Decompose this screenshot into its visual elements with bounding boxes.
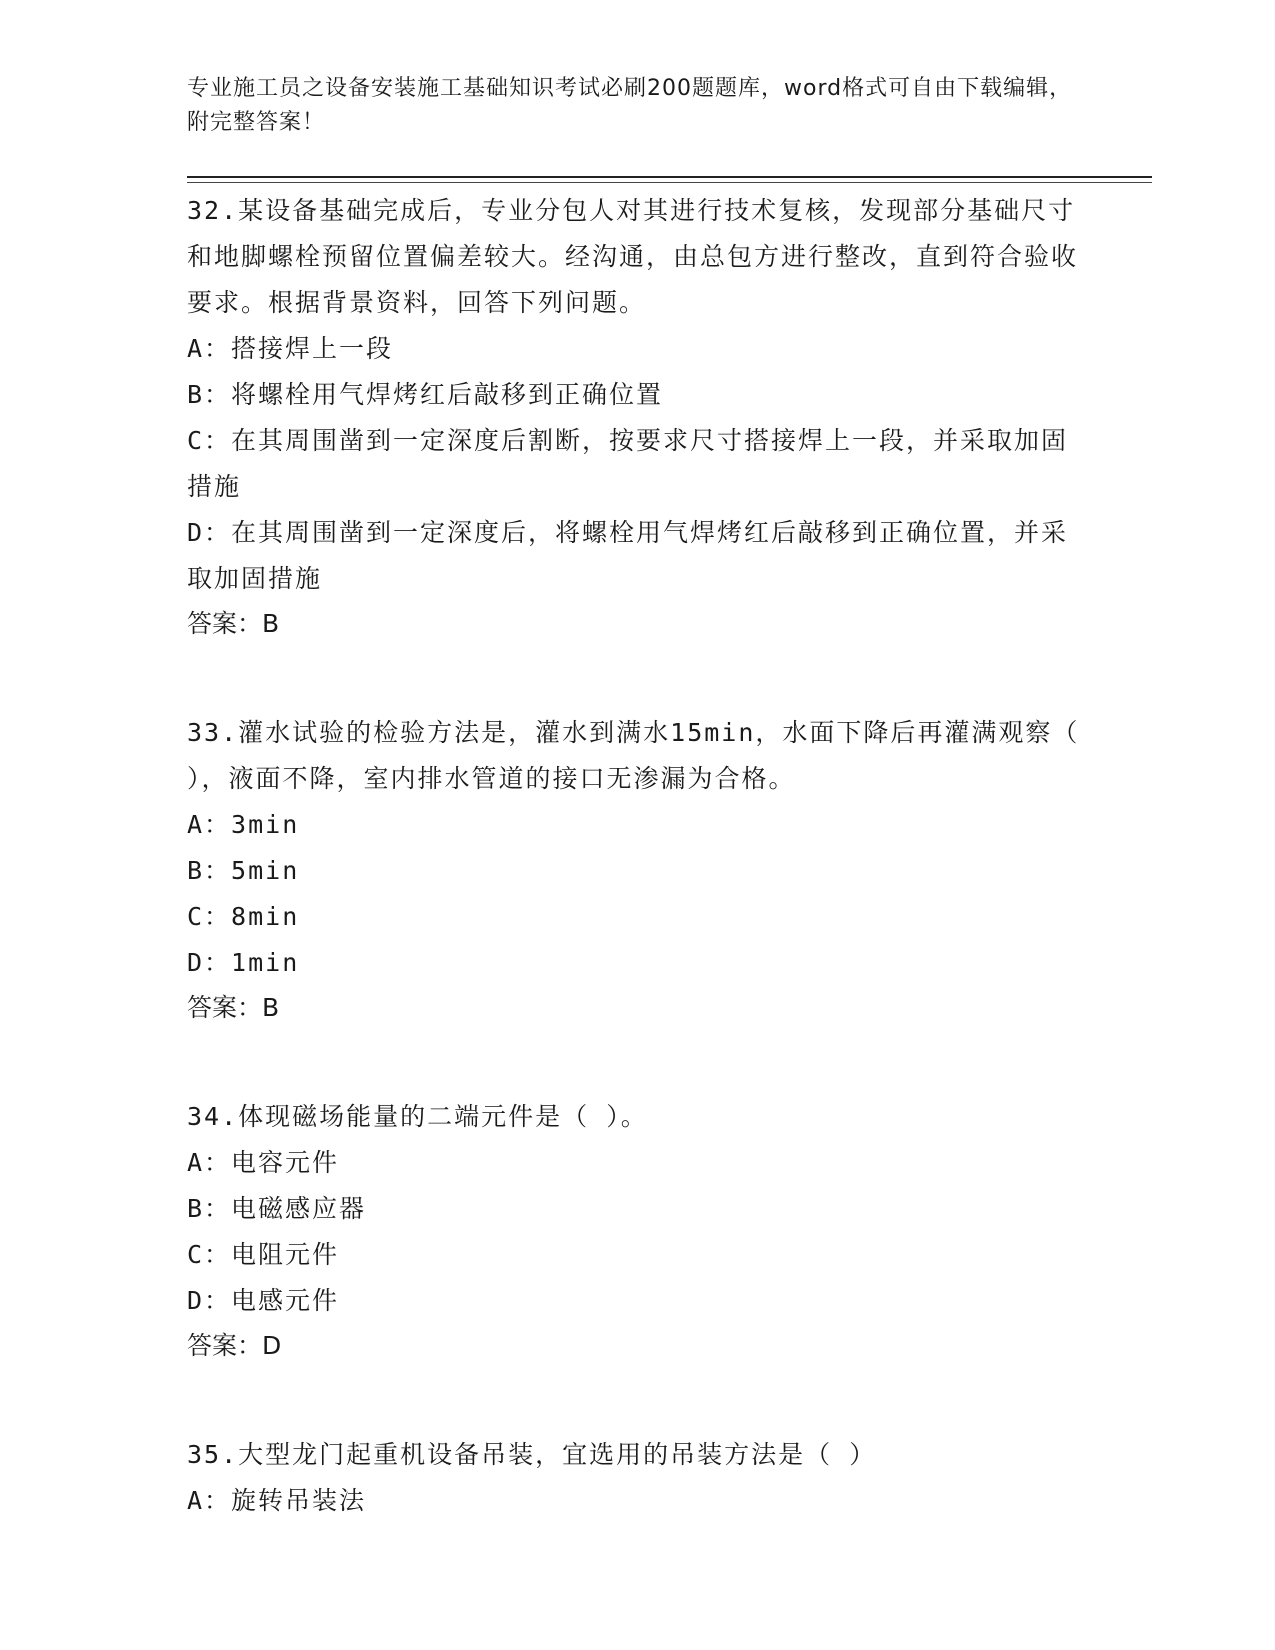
option-c: C：在其周围凿到一定深度后割断，按要求尺寸搭接焊上一段，并采取加固措施 [187, 426, 1069, 501]
answer: 答案：D [187, 1331, 282, 1360]
document-header: 专业施工员之设备安装施工基础知识考试必刷200题题库，word格式可自由下载编辑，附完整答案！ [187, 76, 1073, 135]
question-32 [187, 188, 1087, 646]
option-d: D：在其周围凿到一定深度后，将螺栓用气焊烤红后敲移到正确位置，并采取加固措施 [187, 518, 1069, 593]
option-d: D：1min [187, 948, 300, 977]
question-text: 32.某设备基础完成后，专业分包人对其进行技术复核，发现部分基础尺寸和地脚螺栓预留位置偏差较大。经沟通，由总包方进行整改，直到符合验收要求。根据背景资料，回答下列问题。 [187, 196, 1079, 317]
question-text: 33.灌水试验的检验方法是，灌水到满水15min，水面下降后再灌满观察（ ），液面不降，室内排水管道的接口无渗漏为合格。 [187, 718, 1080, 793]
header-divider-thick [187, 176, 1152, 178]
option-b: B：5min [187, 856, 300, 885]
option-a: A：3min [187, 810, 300, 839]
option-a: A：搭接焊上一段 [187, 334, 394, 363]
question-35 [187, 1432, 1087, 1524]
option-b: B：将螺栓用气焊烤红后敲移到正确位置 [187, 380, 664, 409]
option-b: B：电磁感应器 [187, 1194, 367, 1223]
option-a: A：旋转吊装法 [187, 1486, 367, 1515]
question-text: 35.大型龙门起重机设备吊装，宜选用的吊装方法是（ ） [187, 1440, 877, 1469]
option-a: A：电容元件 [187, 1148, 340, 1177]
option-c: C：电阻元件 [187, 1240, 340, 1269]
option-c: C：8min [187, 902, 300, 931]
question-list [187, 188, 1087, 1524]
question-33 [187, 710, 1087, 1030]
answer: 答案：B [187, 993, 280, 1022]
answer: 答案：B [187, 609, 280, 638]
option-d: D：电感元件 [187, 1286, 340, 1315]
question-34 [187, 1094, 1087, 1368]
question-text: 34.体现磁场能量的二端元件是（ ）。 [187, 1102, 648, 1131]
header-divider-thin [187, 182, 1152, 183]
